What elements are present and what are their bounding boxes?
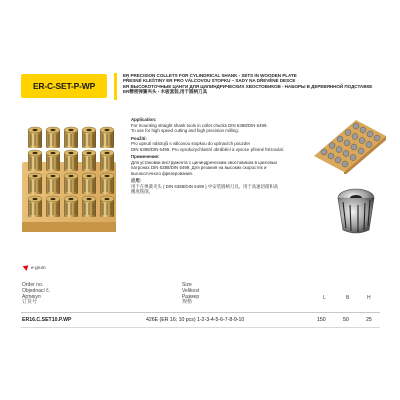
collet-icon (82, 196, 96, 217)
collet-icon (342, 161, 348, 167)
size-label-ru: Размер (182, 293, 200, 300)
collet-icon (358, 148, 364, 154)
application-line: высокоточного фрезерования. (131, 170, 194, 176)
collet-icon (360, 127, 366, 133)
application-line: For mounting straight shank tools in collet chucks DIN 6388/DIN 6499. (131, 122, 268, 128)
application-line: патронах DIN 6388/DIN 6499. Для резания на высоких скоростях и (131, 165, 267, 170)
collet-set-tray-image (20, 112, 118, 234)
tray-angled-image (310, 116, 388, 174)
title-accent-rule (114, 73, 117, 100)
collet-icon (321, 149, 327, 155)
collet-icon (64, 127, 78, 148)
row-order-no: ER16.C.SET10.P.WP (22, 317, 72, 323)
row-height: 25 (366, 317, 372, 323)
collet-icon (46, 196, 60, 217)
product-table (21, 276, 380, 328)
collet-icon (352, 134, 358, 140)
collet-icon (64, 173, 78, 194)
more-info-link-label: e-grum (31, 264, 46, 270)
collet-icon (336, 147, 342, 153)
collet-icon (28, 196, 42, 217)
collet-icon (100, 196, 114, 217)
collet-icon (328, 153, 334, 159)
collet-icon (100, 173, 114, 194)
order-no-label-zh: 订货号 (22, 299, 38, 306)
more-info-link[interactable] (24, 264, 46, 270)
collet-icon (344, 140, 350, 146)
row-divider (21, 327, 380, 328)
arrow-icon (23, 263, 31, 271)
application-line: To use for high speed cutting and high precision milling. (131, 128, 239, 133)
collet-icon (28, 173, 42, 194)
collet-icon (46, 173, 60, 194)
size-header (182, 283, 199, 306)
order-no-header (22, 283, 50, 306)
collet-icon (28, 127, 42, 148)
collet-icon (46, 150, 60, 171)
application-line: Pro upnutí nástrojů s válcovou stopkou do upínacích pouzder (131, 141, 251, 146)
collet-icon (100, 127, 114, 148)
application-line: DIN 6388/DIN 6499. Pro vysokorychlostní obrábění a vysoce přesné frézování. (131, 146, 285, 152)
order-no-label-cz: Objednací č. (22, 287, 51, 294)
title-line-zh: ER精密弹簧夹头 - 木板套装,用于圆柄刀具 (123, 89, 208, 95)
collet-icon (46, 127, 60, 148)
collet-icon (100, 150, 114, 171)
collet-icon (329, 143, 335, 149)
size-label-cz: Velikost (182, 287, 200, 294)
collet-icon (82, 150, 96, 171)
order-no-label-en: Order no. (22, 282, 44, 288)
application-heading: 应用: (131, 178, 142, 183)
header-divider (21, 312, 380, 313)
application-heading: Применение: (131, 154, 160, 159)
collet-icon (366, 142, 372, 148)
order-no-label-ru: Артикул (22, 293, 41, 300)
table-row[interactable] (21, 314, 380, 328)
size-label-zh: 规格 (182, 299, 193, 306)
collet-icon (374, 135, 380, 141)
application-line: Для установки инструмента с цилиндрическим хвостовиком в цанговых (131, 159, 278, 165)
collet-icon (343, 151, 349, 157)
collet-icon (350, 155, 356, 161)
length-header: L (323, 295, 326, 301)
collet-icon (64, 196, 78, 217)
title-line-cz: PŘESNÉ KLEŠTINY ER PRO VÁLCOVOU STOPKU – SADY NA DŘEVĚNÉ DESCE (123, 78, 296, 84)
height-header: H (367, 295, 371, 301)
collet-icon (335, 157, 341, 163)
collet-icon (367, 131, 373, 137)
single-collet-image (331, 184, 381, 238)
collet-icon (337, 136, 343, 142)
collet-icon (82, 127, 96, 148)
collet-icon (345, 130, 351, 136)
application-heading: Application: (131, 117, 157, 122)
product-title (123, 73, 388, 95)
application-heading: Použití: (131, 135, 147, 141)
application-text (131, 117, 307, 195)
collet-icon (351, 144, 357, 150)
collet-icon (82, 173, 96, 194)
title-line-en: ER PRECISION COLLETS FOR CYLINDRICAL SHANK - SETS IN WOODEN PLATE (123, 73, 297, 78)
collet-icon (64, 150, 78, 171)
table-header (21, 276, 380, 314)
application-line: 用于在弹簧夹头 ( DIN 6388/DIN 6499 ) 中安装圆柄刀具。用于高速切削和高 (131, 183, 279, 189)
title-line-ru: ER ВЫСОКОТОЧНЫЕ ЦАНГИ ДЛЯ ЦИЛИНДРИЧЕСКИХ ХВОСТОВИКОВ - НАБОРЫ В ДЕРЕВЯННОЙ ПОДСТАВКЕ (123, 83, 373, 89)
row-width: 50 (343, 317, 349, 323)
row-length: 150 (317, 317, 326, 323)
collet-icon (28, 150, 42, 171)
collet-icon (353, 123, 359, 129)
product-code: ER-C-SET-P-WP (32, 81, 96, 91)
application-line: 精度铣削。 (131, 189, 153, 194)
width-header: B (346, 295, 350, 301)
collet-icon (359, 138, 365, 144)
product-code-badge (21, 74, 107, 98)
row-size: 426E (ER 16; 10 pcs) 1-2-3-4-5-6-7-8-9-10 (146, 317, 245, 323)
size-label-en: Size (182, 282, 192, 288)
